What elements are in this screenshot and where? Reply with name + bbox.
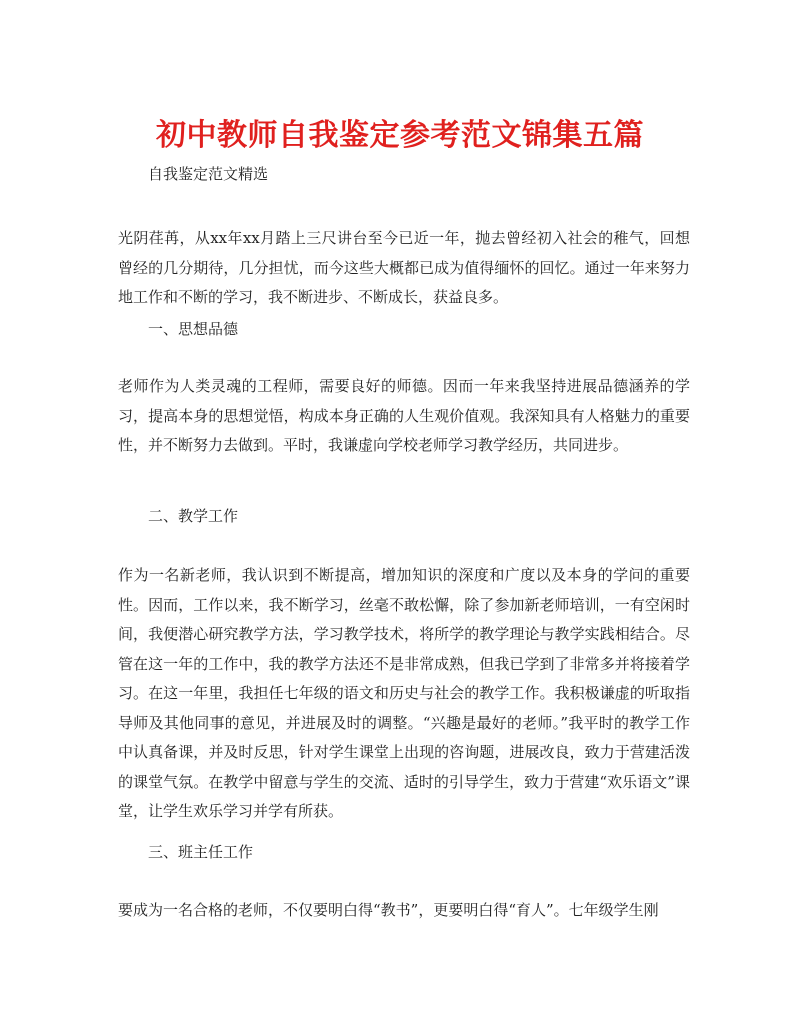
intro-paragraph: 光阴荏苒，从xx年xx月踏上三尺讲台至今已近一年，抛去曾经初入社会的稚气，回想曾经的几分期待，几分担忧，而今这些大概都已成为值得缅怀的回忆。通过一年来努力地工作和不断的学习，我不断进步、不断成长，获益良多。 [118,229,690,306]
section-heading-moral: 一、思想品德 [148,320,239,338]
section-heading-teaching: 二、教学工作 [148,507,239,525]
section-body-moral: 老师作为人类灵魂的工程师，需要良好的师德。因而一年来我坚持进展品德涵养的学习，提高本身的思想觉悟，构成本身正确的人生观价值观。我深知具有人格魅力的重要性，并不断努力去做到。平时，我谦虚向学校老师学习教学经历，共同进步。 [118,377,690,454]
document-subtitle: 自我鉴定范文精选 [148,165,269,183]
section-body-teaching: 作为一名新老师，我认识到不断提高，增加知识的深度和广度以及本身的学问的重要性。因而，工作以来，我不断学习，丝毫不敢松懈，除了参加新老师培训，一有空闲时间，我便潜心研究教学方法，学习教学技术，将所学的教学理论与教学实践相结合。尽管在这一年的工作中，我的教学方法还不是非常成熟，但我已学到了非常多并将接着学习。在这一年里，我担任七年级的语文和历史与社会的教学工作。我积极谦虚的听取指导师及其他同事的意见，并进展及时的调整。“兴趣是最好的老师。”我平时的教学工作中认真备课，并及时反思，针对学生课堂上出现的咨询题，进展改良，致力于营建活泼的课堂气氛。在教学中留意与学生的交流、适时的引导学生，致力于营建“欢乐语文”课堂，让学生欢乐学习并学有所获。 [118,566,690,820]
section-heading-class-teacher: 三、班主任工作 [148,843,254,861]
document-title: 初中教师自我鉴定参考范文锦集五篇 [156,118,644,153]
section-body-class-teacher: 要成为一名合格的老师，不仅要明白得“教书”，更要明白得“育人”。七年级学生刚 [118,901,659,919]
